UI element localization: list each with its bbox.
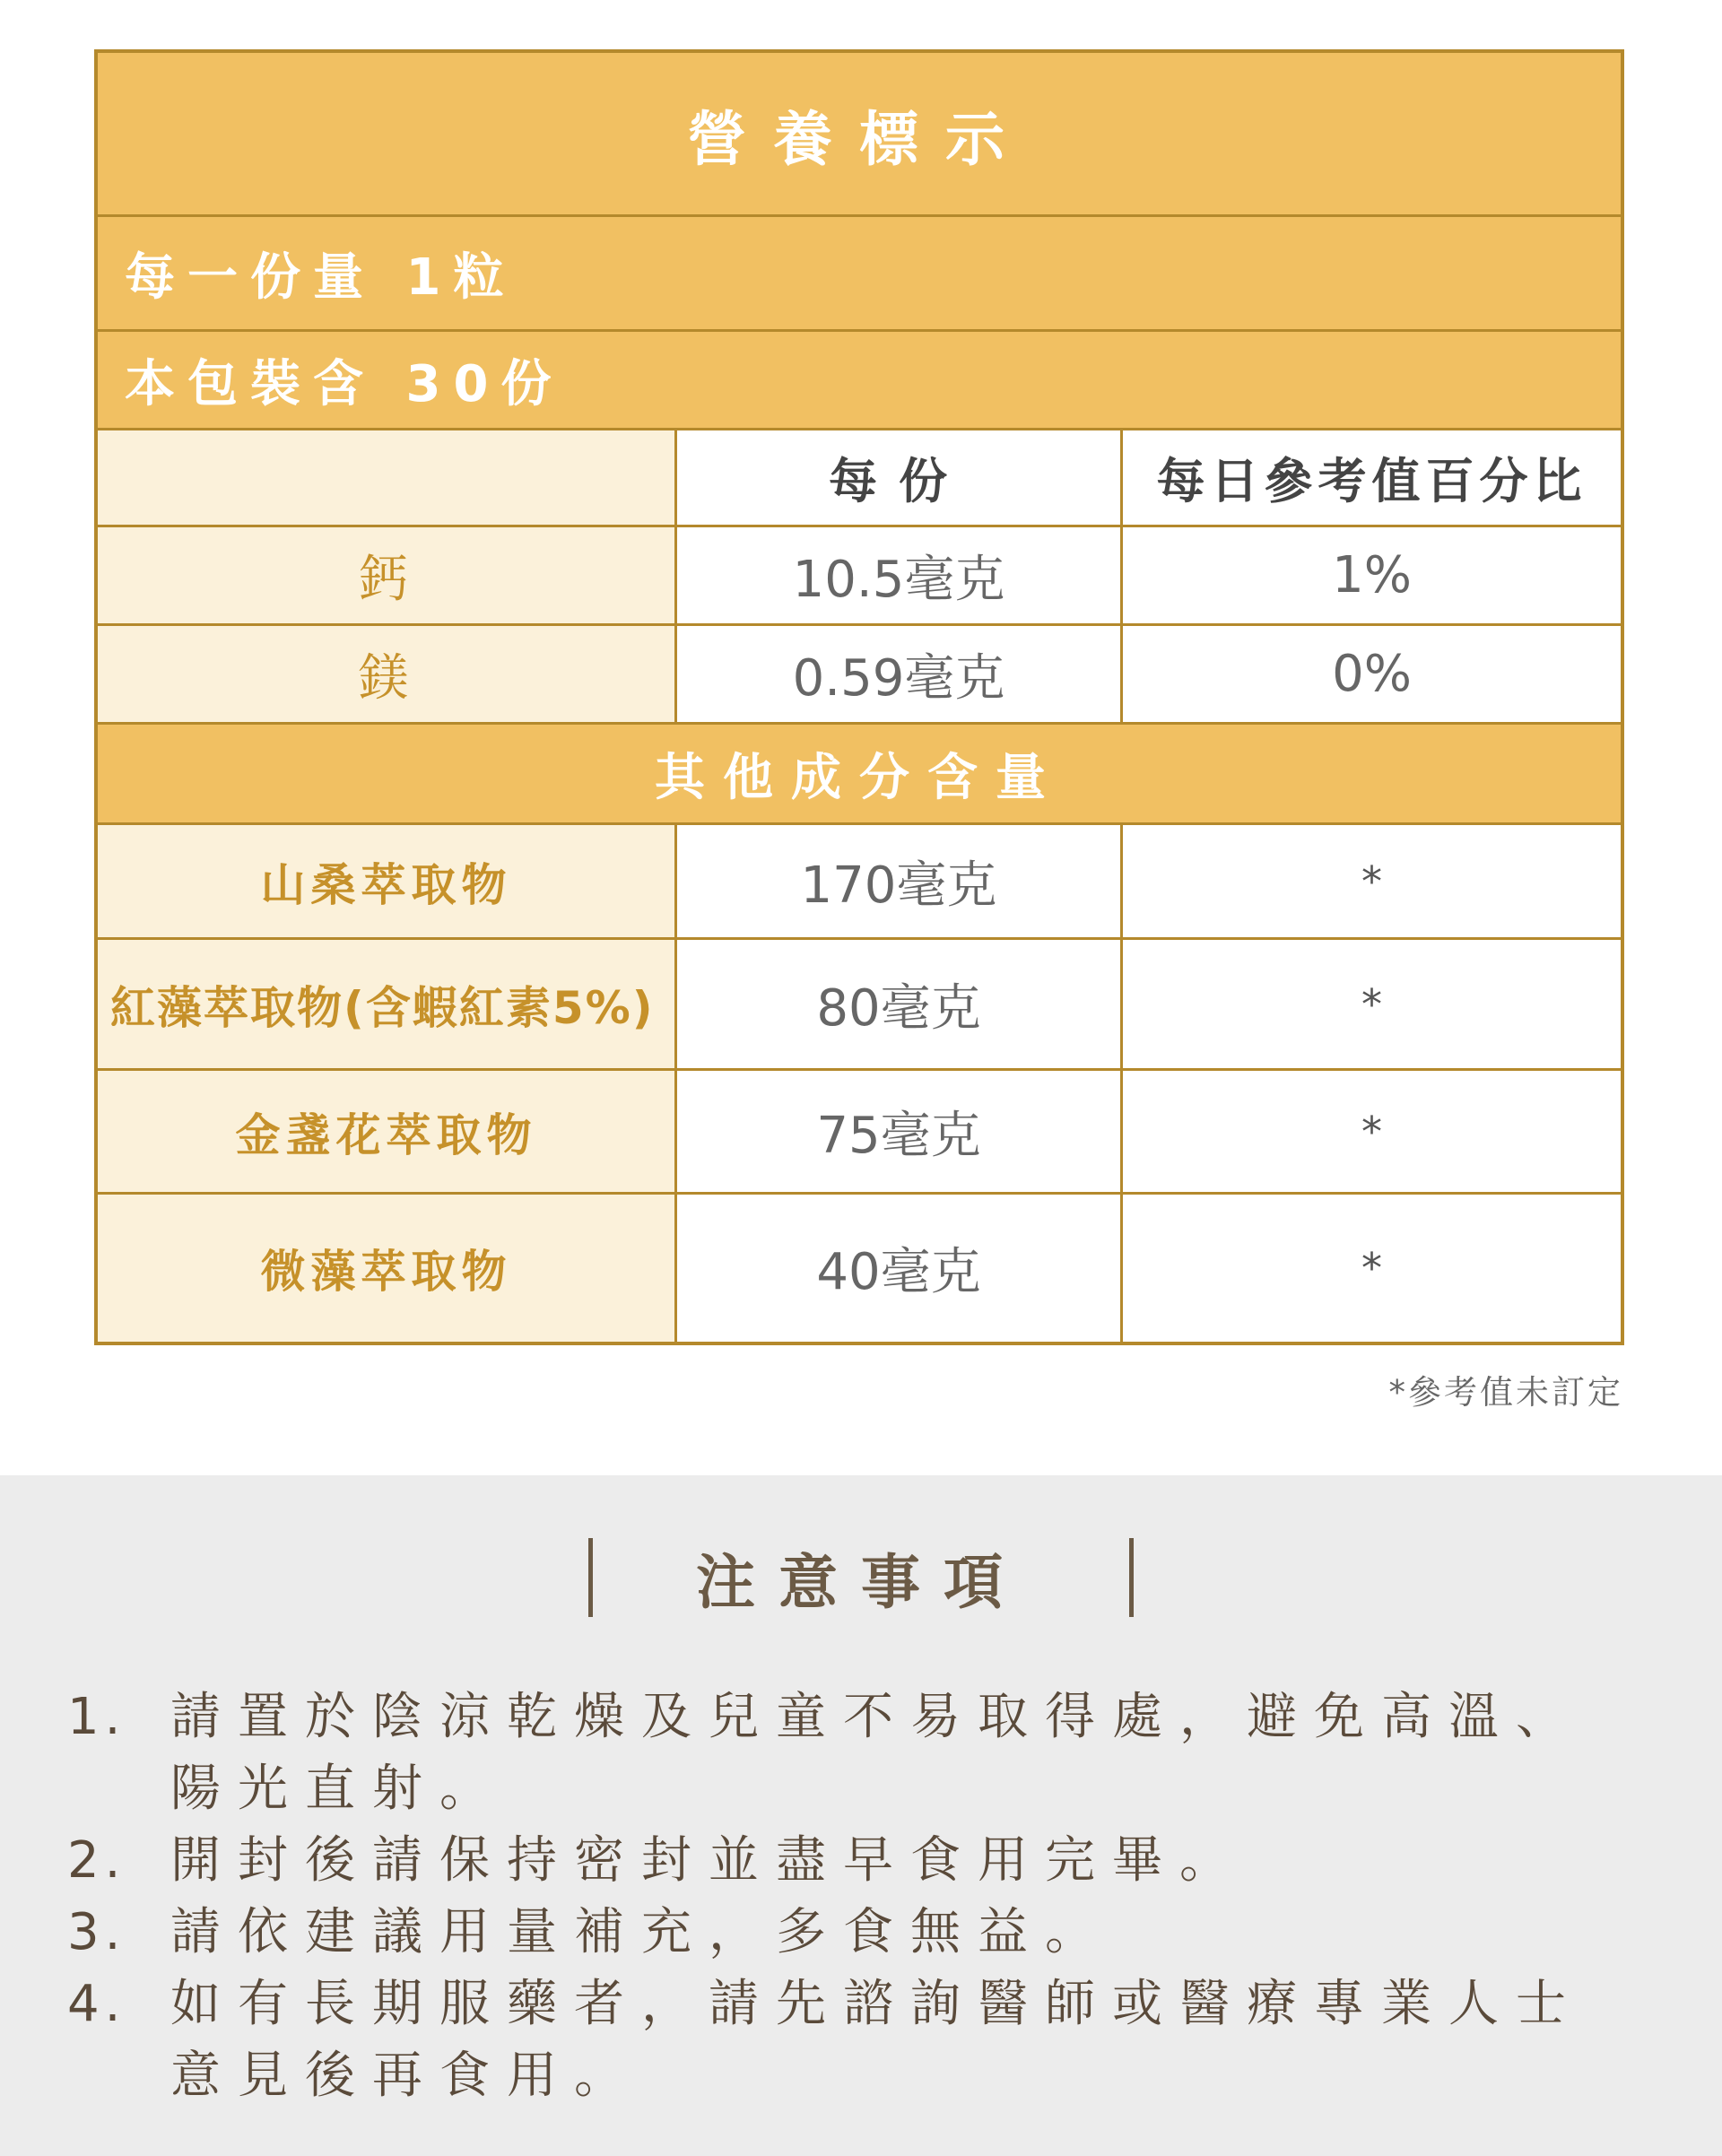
- nutrient-name: 鈣: [98, 527, 677, 623]
- table-row: [98, 825, 1621, 940]
- header-daily-value: 每日參考值百分比: [1123, 430, 1621, 525]
- item-text: 如有長期服藥者，請先諮詢醫師或醫療專業人士意見後再食用。: [170, 1975, 1583, 2105]
- nutrition-facts-table: [94, 49, 1624, 1345]
- nutrient-daily-value: 1%: [1123, 527, 1621, 623]
- table-row: [98, 1071, 1621, 1195]
- ingredient-amount: 80毫克: [677, 940, 1123, 1068]
- ingredient-amount: 40毫克: [677, 1195, 1123, 1342]
- table-row: [98, 1195, 1621, 1342]
- ingredient-daily-value: *: [1123, 1195, 1621, 1342]
- nutrient-amount: 10.5毫克: [677, 527, 1123, 623]
- ingredient-daily-value: *: [1123, 940, 1621, 1068]
- precautions-title: 注意事項: [696, 1548, 1026, 1617]
- list-item: [67, 1682, 1637, 1825]
- ingredient-daily-value: *: [1123, 825, 1621, 937]
- servings-per-package: 本包裝含 30份: [98, 332, 1621, 430]
- ingredient-name: 微藻萃取物: [98, 1195, 677, 1342]
- table-row: [98, 626, 1621, 725]
- precautions-list: [67, 1682, 1637, 2112]
- precautions-section: [0, 1475, 1722, 2156]
- list-item: [67, 1825, 1637, 1897]
- table-header-row: [98, 430, 1621, 527]
- header-per-serving: 每份: [677, 430, 1123, 525]
- reference-footnote: *參考值未訂定: [1388, 1373, 1623, 1412]
- other-ingredients-title: 其他成分含量: [98, 725, 1621, 825]
- item-number: 2.: [67, 1831, 126, 1890]
- item-number: 3.: [67, 1903, 126, 1961]
- ingredient-name: 山桑萃取物: [98, 825, 677, 937]
- serving-size: 每一份量 1粒: [98, 217, 1621, 332]
- ingredient-name: 紅藻萃取物(含蝦紅素5%): [98, 940, 677, 1068]
- table-row: [98, 527, 1621, 626]
- nutrient-daily-value: 0%: [1123, 626, 1621, 722]
- nutrient-name: 鎂: [98, 626, 677, 722]
- ingredient-amount: 170毫克: [677, 825, 1123, 937]
- item-number: 4.: [67, 1975, 126, 2033]
- ingredient-name: 金盞花萃取物: [98, 1071, 677, 1192]
- right-divider: [1129, 1538, 1134, 1617]
- ingredient-amount: 75毫克: [677, 1071, 1123, 1192]
- table-row: [98, 940, 1621, 1071]
- list-item: [67, 1969, 1637, 2112]
- left-divider: [588, 1538, 593, 1617]
- nutrient-amount: 0.59毫克: [677, 626, 1123, 722]
- ingredient-daily-value: *: [1123, 1071, 1621, 1192]
- precautions-heading: [0, 1534, 1722, 1620]
- item-text: 請依建議用量補充，多食無益。: [170, 1903, 1112, 1961]
- list-item: [67, 1897, 1637, 1969]
- header-empty-cell: [98, 430, 677, 525]
- nutrition-title: 營養標示: [98, 53, 1621, 217]
- item-number: 1.: [67, 1688, 126, 1746]
- item-text: 開封後請保持密封並盡早食用完畢。: [170, 1831, 1247, 1890]
- item-text: 請置於陰涼乾燥及兒童不易取得處，避免高溫、陽光直射。: [170, 1688, 1583, 1818]
